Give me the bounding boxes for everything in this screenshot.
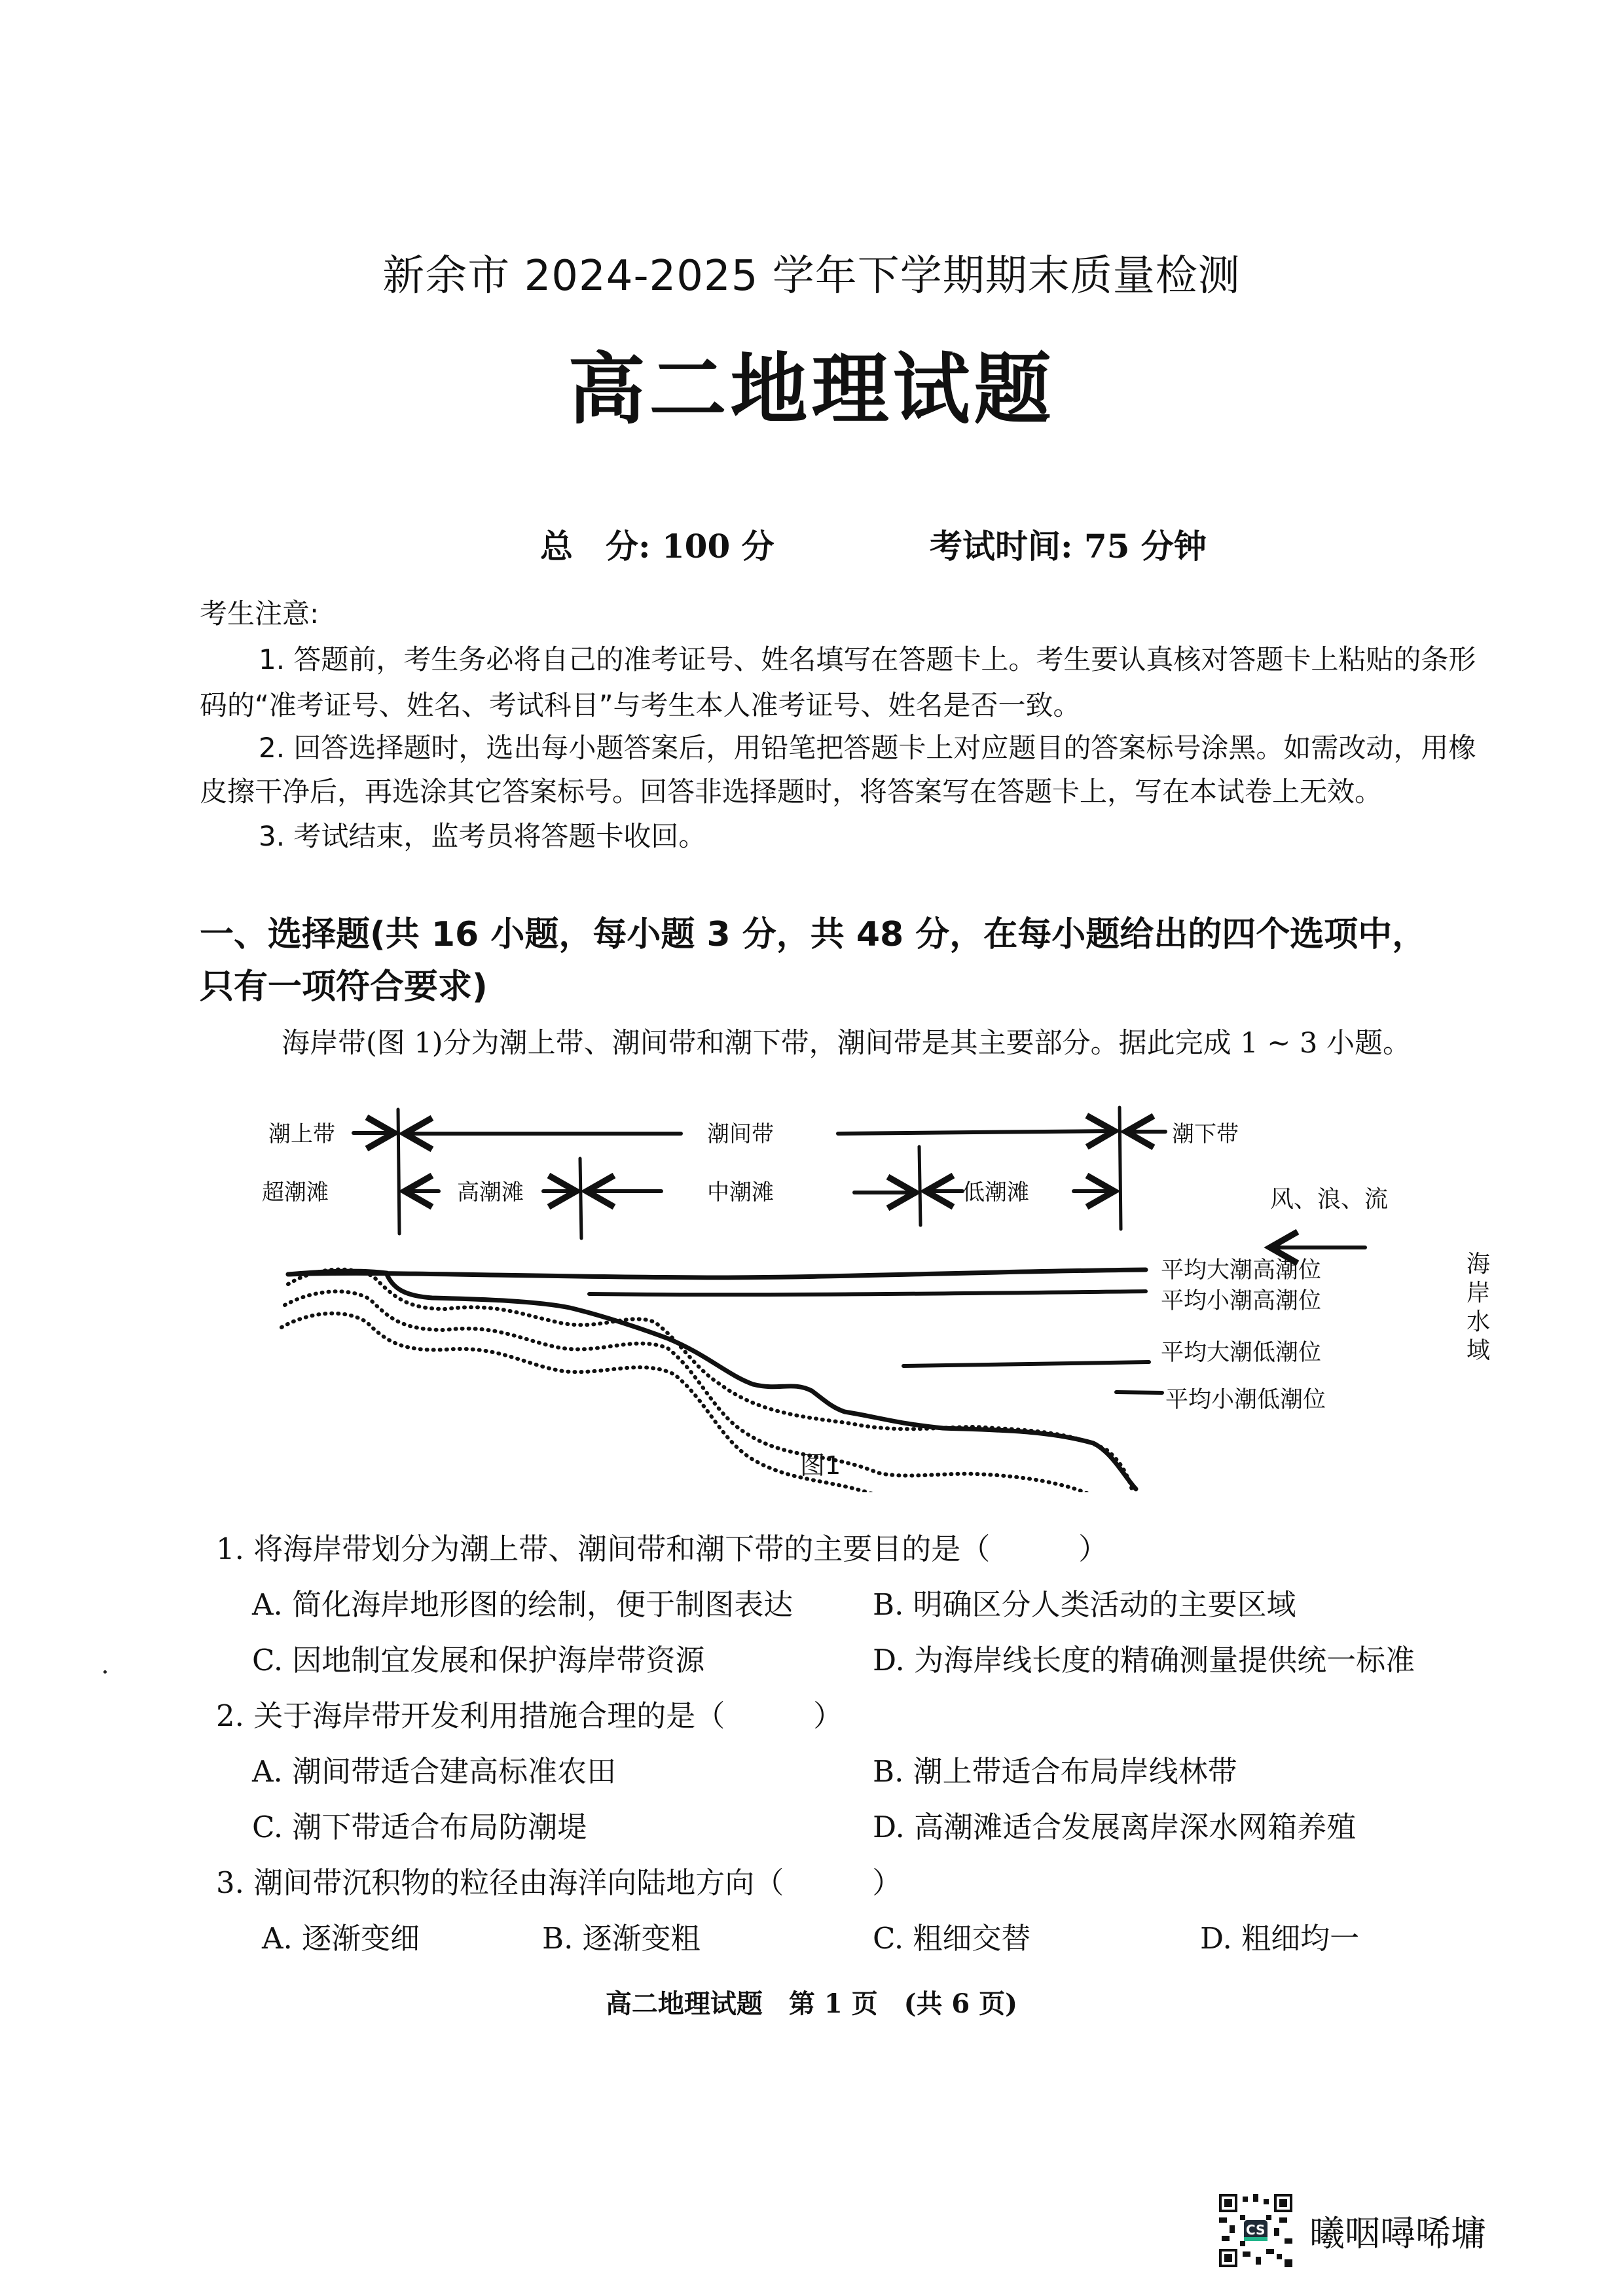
coastal-zone-diagram (249, 1086, 1506, 1492)
label-low-flat: 低潮滩 (962, 1179, 1029, 1206)
section-heading-cont: 只有一项符合要求) (200, 967, 488, 1007)
qr-code-icon (1219, 2194, 1292, 2267)
total-score: 总 分: 100 分 (540, 527, 775, 565)
question-2-option-d[interactable]: D. 高潮滩适合发展离岸深水网箱养殖 (873, 1810, 1357, 1844)
question-1-option-d[interactable]: D. 为海岸线长度的精确测量提供统一标准 (873, 1643, 1415, 1677)
label-level-spring-low: 平均大潮低潮位 (1161, 1340, 1322, 1366)
label-forces: 风、浪、流 (1270, 1186, 1389, 1213)
note-line: 码的“准考证号、姓名、考试科目”与考生本人准考证号、姓名是否一致。 (200, 689, 1081, 721)
watermark-label: 曦咽噚唏墉 (1309, 2213, 1486, 2254)
label-supratidal: 潮上带 (268, 1121, 335, 1147)
exam-title: 高二地理试题 (568, 344, 1055, 435)
question-3-option-c[interactable]: C. 粗细交替 (873, 1921, 1031, 1956)
note-line: 皮擦干净后，再选涂其它答案标号。回答非选择题时，将答案写在答题卡上，写在本试卷上无效。 (200, 776, 1383, 808)
question-2-option-b[interactable]: B. 潮上带适合布局岸线林带 (873, 1754, 1237, 1789)
sediment-layer-1 (288, 1270, 1133, 1492)
qr-badge: CS (1246, 2222, 1266, 2238)
section-heading: 一、选择题(共 16 小题，每小题 3 分，共 48 分，在每小题给出的四个选项中， (200, 915, 1427, 954)
question-3-stem: 3. 潮间带沉积物的粒径由海洋向陆地方向（ ） (216, 1865, 902, 1900)
question-1-option-a[interactable]: A. 简化海岸地形图的绘制，便于制图表达 (252, 1587, 793, 1622)
label-level-neap-high: 平均小潮高潮位 (1161, 1288, 1322, 1314)
label-mid-flat: 中潮滩 (707, 1179, 774, 1206)
level-line-neap-high (589, 1291, 1146, 1295)
question-3-option-a[interactable]: A. 逐渐变细 (262, 1921, 420, 1956)
figure-coastal-zone (249, 1086, 1506, 1492)
divider-high-mid (580, 1158, 581, 1238)
divider-supratidal (398, 1109, 399, 1234)
question-3-option-b[interactable]: B. 逐渐变粗 (542, 1921, 701, 1956)
question-2-stem: 2. 关于海岸带开发利用措施合理的是（ ） (216, 1698, 843, 1733)
exam-time: 考试时间: 75 分钟 (930, 527, 1207, 565)
notes-heading: 考生注意: (200, 598, 319, 630)
label-level-spring-high: 平均大潮高潮位 (1161, 1257, 1322, 1283)
level-line-neap-low (1116, 1392, 1162, 1393)
question-3-option-d[interactable]: D. 粗细均一 (1200, 1921, 1360, 1956)
label-high-flat: 高潮滩 (457, 1179, 524, 1206)
divider-subtidal (1120, 1107, 1121, 1229)
page-footer: 高二地理试题 第 1 页 (共 6 页) (605, 1988, 1018, 2019)
divider-mid-low (919, 1147, 921, 1225)
figure-caption: 图1 (800, 1451, 841, 1480)
label-level-neap-low: 平均小潮低潮位 (1165, 1387, 1326, 1413)
section-intro: 海岸带(图 1)分为潮上带、潮间带和潮下带，潮间带是其主要部分。据此完成 1 ~ 3 小题。 (282, 1027, 1411, 1060)
level-line-spring-low (903, 1362, 1149, 1366)
question-1-option-b[interactable]: B. 明确区分人类活动的主要区域 (873, 1587, 1296, 1622)
note-line: 1. 答题前，考生务必将自己的准考证号、姓名填写在答题卡上。考生要认真核对答题卡上粘贴的条形 (259, 643, 1476, 675)
exam-subtitle: 新余市 2024-2025 学年下学期期末质量检测 (382, 252, 1241, 300)
label-subtidal: 潮下带 (1172, 1121, 1239, 1147)
question-1-stem: 1. 将海岸带划分为潮上带、潮间带和潮下带的主要目的是（ ） (216, 1532, 1108, 1566)
sediment-layer-3 (282, 1314, 877, 1492)
scan-speck (103, 1670, 107, 1674)
label-intertidal: 潮间带 (707, 1121, 774, 1147)
question-2-option-a[interactable]: A. 潮间带适合建高标准农田 (252, 1754, 617, 1789)
arrow-right-icon (838, 1131, 1114, 1134)
level-line-spring-high (288, 1270, 1146, 1278)
label-coastal-waters: 海岸水域 (1467, 1251, 1491, 1364)
note-line: 2. 回答选择题时，选出每小题答案后，用铅笔把答题卡上对应题目的答案标号涂黑。如需改动，用橡 (259, 732, 1476, 764)
question-2-option-c[interactable]: C. 潮下带适合布局防潮堤 (252, 1810, 587, 1844)
label-super-flat: 超潮滩 (262, 1179, 329, 1206)
question-1-option-c[interactable]: C. 因地制宜发展和保护海岸带资源 (252, 1643, 705, 1677)
note-line: 3. 考试结束，监考员将答题卡收回。 (259, 820, 706, 852)
